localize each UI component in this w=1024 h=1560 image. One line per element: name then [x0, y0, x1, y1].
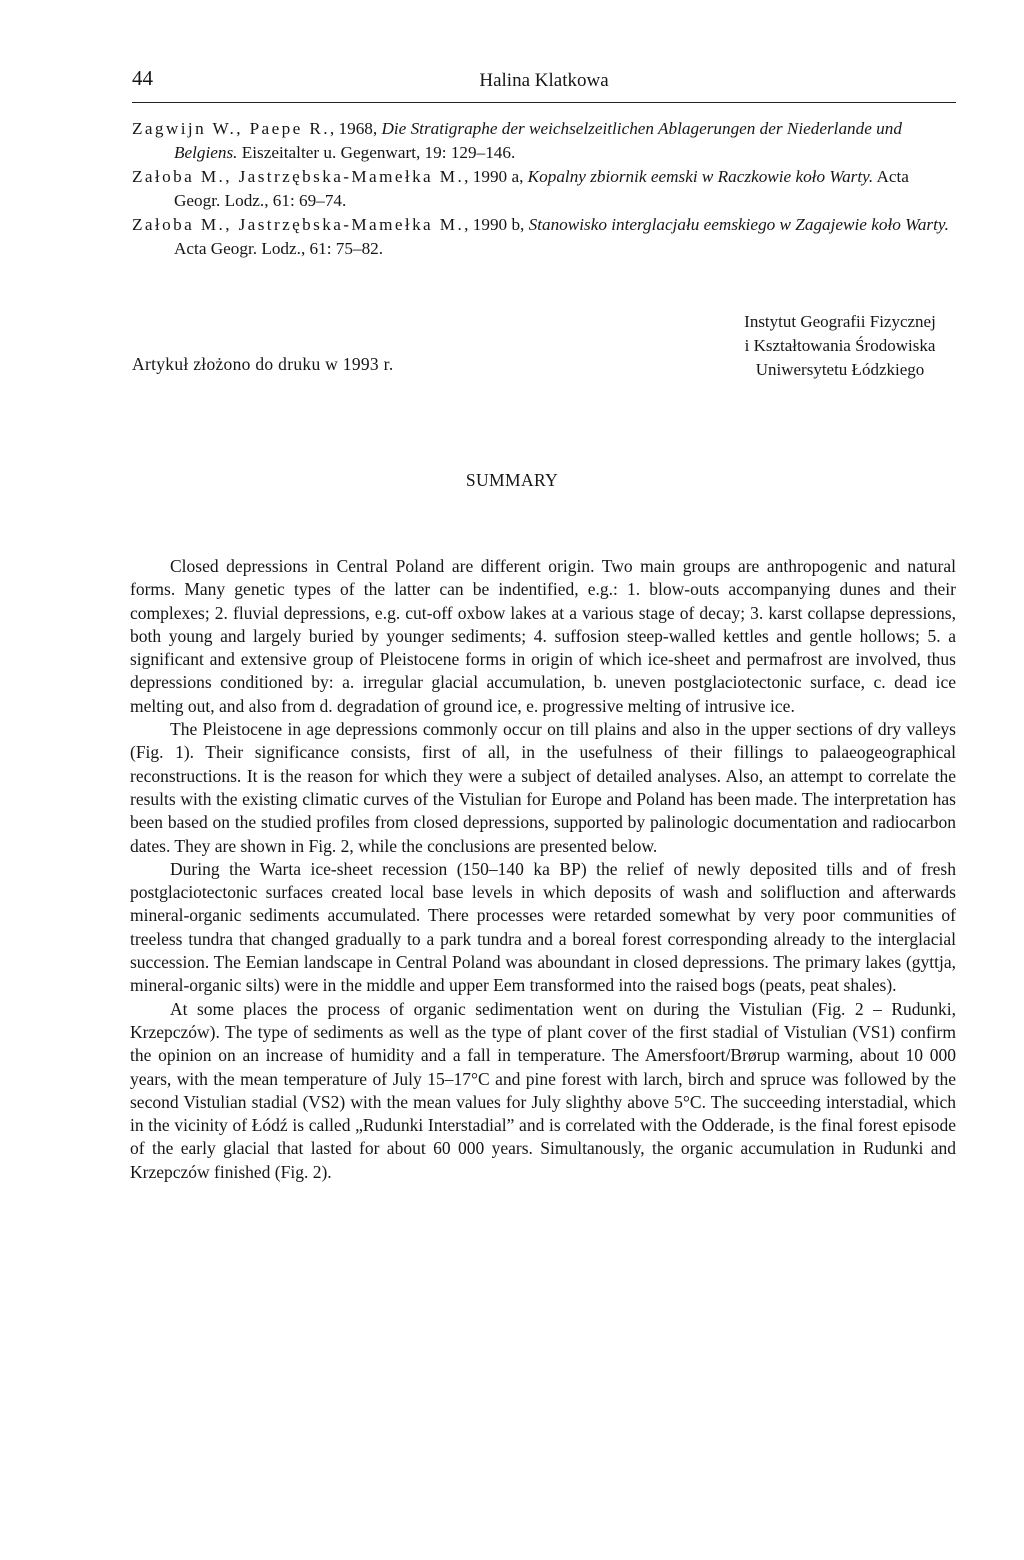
page-header	[132, 64, 956, 103]
affiliation-line: Uniwersytetu Łódzkiego	[755, 360, 925, 379]
affiliation-line: Instytut Geografii Fizycznej	[744, 312, 936, 331]
reference-entry	[132, 165, 956, 213]
summary-paragraph: The Pleistocene in age depressions commonly occur on till plains and also in the upper sections of dry valleys (Fig. 1). Their significance consists, first of all, in the usefulness of their fillings to palaeogeographical reconstructions. It is the reason for which they were a subject of detailed analyses. Also, an attempt to correlate the results with the existing climatic curves of the Vistulian for Europe and Poland has been made. The interpretation has been based on the studied profiles from closed depressions, supported by palinologic documentation and radiocarbon dates. They are shown in Fig. 2, while the conclusions are presented below.	[130, 719, 956, 856]
reference-year: , 1990 b,	[464, 215, 529, 234]
reference-author: Załoba M., Jastrzębska-Mamełka M.	[132, 215, 465, 234]
affiliation-line: i Kształtowania Środowiska	[744, 336, 936, 355]
author-affiliation	[712, 310, 968, 382]
page-number: 44	[132, 66, 153, 90]
summary-heading: SUMMARY	[465, 470, 559, 490]
running-head: Halina Klatkowa	[479, 70, 609, 91]
submission-note: Artykuł złożono do druku w 1993 r.	[132, 354, 394, 374]
reference-year: , 1990 a,	[464, 167, 528, 186]
reference-author: Załoba M., Jastrzębska-Mamełka M.	[132, 167, 465, 186]
reference-source: Acta Geogr. Lodz., 61: 69–74.	[174, 167, 909, 210]
summary-paragraph: Closed depressions in Central Poland are different origin. Two main groups are anthropogenic and natural forms. Many genetic types of the latter can be indentified, e.g.: 1. blow-outs accompanying dunes and their complexes; 2. fluvial depressions, e.g. cut-off oxbow lakes at a various stage of decay; 3. karst collapse depressions, both young and largely buried by younger sediments; 4. suffosion steep-walled kettles and gentle hollows; 5. a significant and extensive group of Pleistocene forms in origin of which ice-sheet and permafrost are involved, thus depressions conditioned by: a. irregular glacial accumulation, b. uneven postglaciotectonic surface, c. dead ice melting out, and also from d. degradation of ground ice, e. progressive melting of intrusive ice.	[130, 556, 956, 716]
reference-entry	[132, 213, 956, 261]
reference-source: Acta Geogr. Lodz., 61: 75–82.	[174, 239, 384, 258]
reference-title: Die Stratigraphe der weichselzeitlichen Ablagerungen der Niederlande und Belgiens.	[174, 119, 902, 162]
summary-paragraph: During the Warta ice-sheet recession (150–140 ka BP) the relief of newly deposited tills and of fresh postglaciotectonic surfaces created local base levels in which deposits of wash and solifluction and afterwards mineral-organic sediments accumulated. There processes were retarded somewhat by very poor communities of treeless tundra that changed gradually to a park tundra and a boreal forest corresponding already to the interglacial succession. The Eemian landscape in Central Poland was aboundant in closed depressions. The primary lakes (gyttja, mineral-organic silts) were in the middle and upper Eem transformed into the raised bogs (peats, peat shales).	[130, 858, 956, 996]
reference-title: Kopalny zbiornik eemski w Raczkowie koło Warty.	[527, 167, 874, 186]
summary-body	[130, 555, 956, 1184]
reference-year: , 1968,	[329, 119, 382, 138]
reference-author: Zagwijn W., Paepe R.	[132, 119, 330, 138]
reference-entry	[132, 117, 956, 165]
reference-source: Eiszeitalter u. Gegenwart, 19: 129–146.	[237, 143, 516, 162]
reference-list	[132, 117, 956, 261]
summary-paragraph: At some places the process of organic sedimentation went on during the Vistulian (Fig. 2 – Rudunki, Krzepczów). The type of sediments as well as the type of plant cover of the first stadial of Vistulian (VS1) confirm the opinion on an increase of humidity and a fall in temperature. The Amersfoort/Brørup warming, about 10 000 years, with the mean temperature of July 15–17°C and pine forest with larch, birch and spruce was followed by the second Vistulian stadial (VS2) with the mean values for July slighthy above 5°C. The succeeding interstadial, which in the vicinity of Łódź is called „Rudunki Interstadial” and is correlated with the Odderade, is the final forest episode of the early glacial that lasted for about 60 000 years. Simultanously, the organic accumulation in Rudunki and Krzepczów finished (Fig. 2).	[130, 998, 956, 1182]
reference-title: Stanowisko interglacjału eemskiego w Zagajewie koło Warty.	[528, 215, 949, 234]
